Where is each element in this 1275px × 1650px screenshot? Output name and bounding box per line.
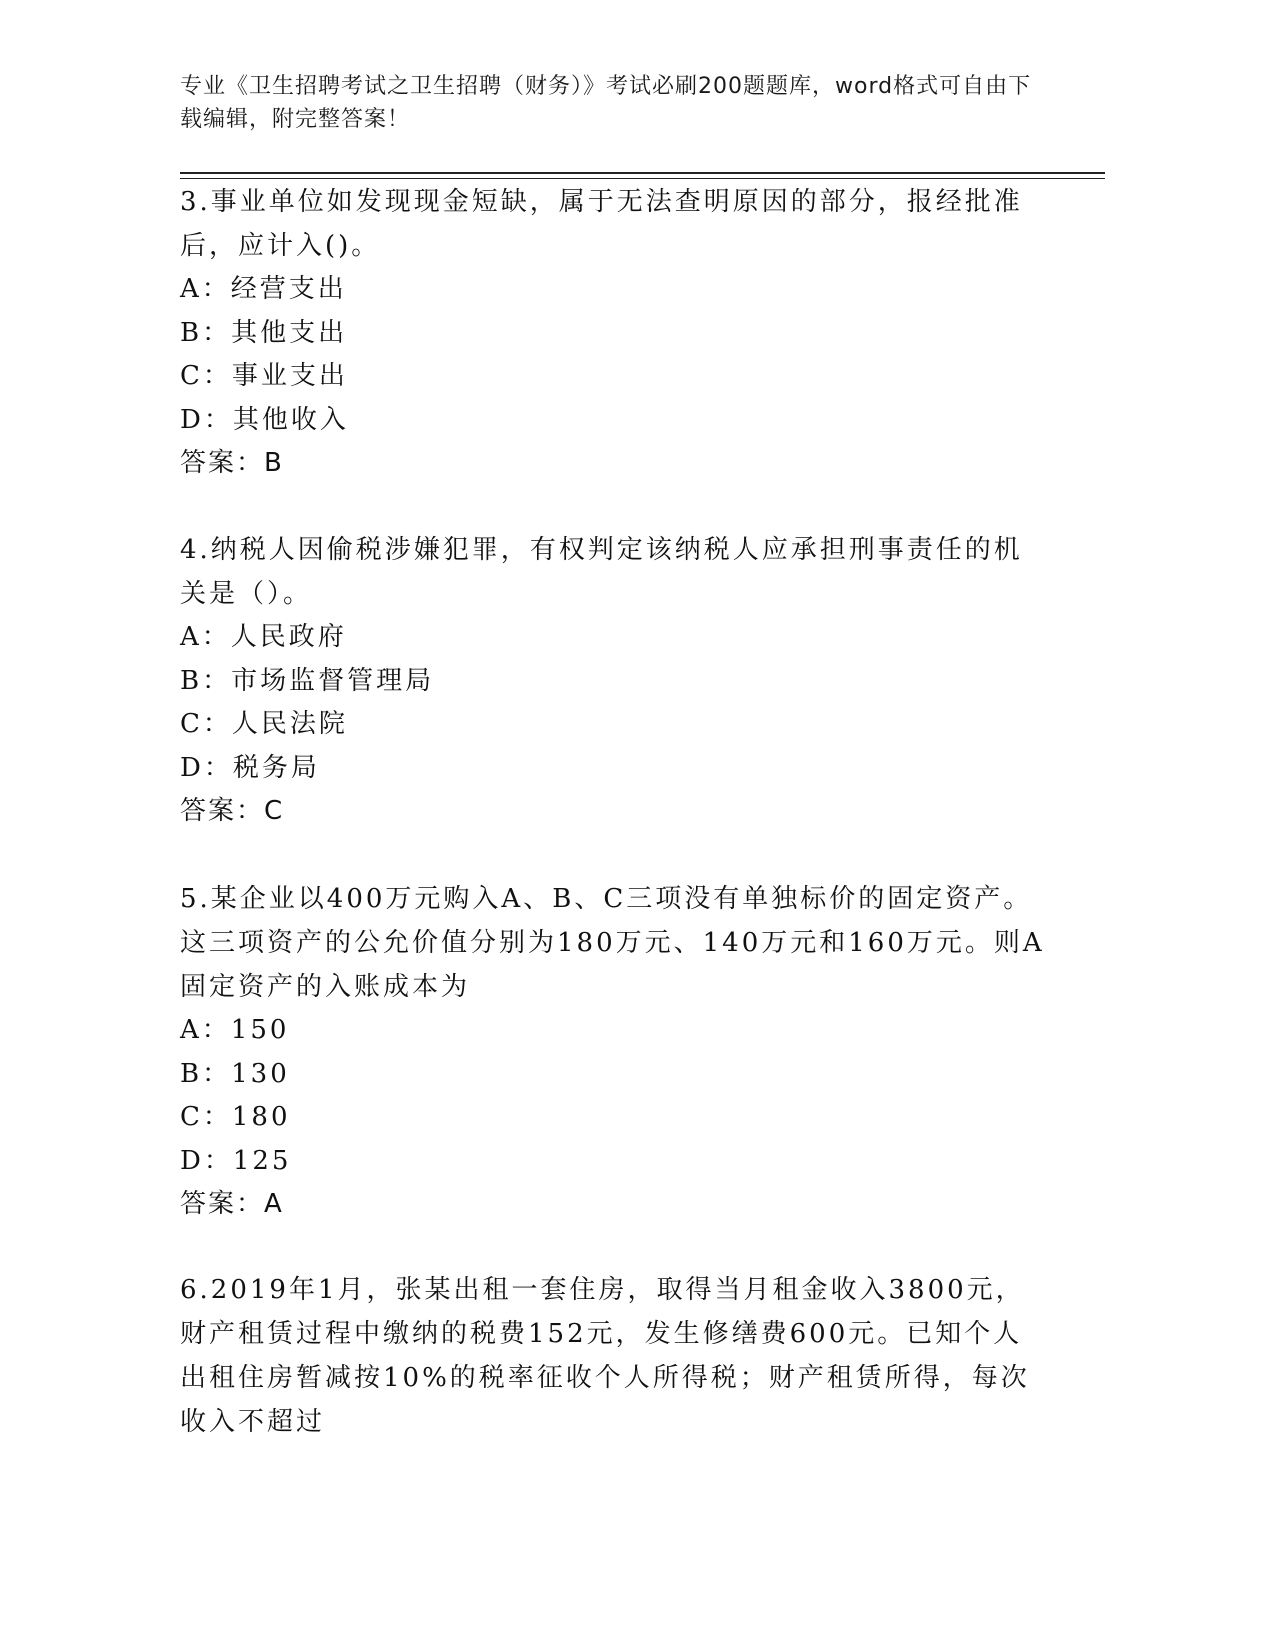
- question-3-option-c: C：事业支出: [180, 361, 348, 391]
- question-4-option-d: D：税务局: [180, 752, 320, 783]
- question-4-option-c: C：人民法院: [180, 709, 348, 739]
- question-5-option-c: C：180: [180, 1102, 291, 1132]
- question-5-option-d: D：125: [180, 1145, 292, 1176]
- question-5-option-a: A：150: [180, 1015, 290, 1045]
- question-5: [180, 877, 1050, 1226]
- question-3-option-a: A：经营支出: [180, 274, 347, 304]
- question-3-stem: 3.事业单位如发现现金短缺，属于无法查明原因的部分，报经批准后，应计入()。: [180, 187, 1023, 261]
- header-divider-thick: [180, 172, 1105, 174]
- question-4-option-b: B：市场监督管理局: [180, 665, 435, 696]
- question-3-option-b: B：其他支出: [180, 317, 348, 348]
- document-header: 专业《卫生招聘考试之卫生招聘（财务）》考试必刷200题题库，word格式可自由下载编辑，附完整答案！: [180, 74, 1032, 132]
- question-3-answer: 答案：B: [180, 448, 284, 478]
- question-6: [180, 1268, 1050, 1444]
- header-divider-thin: [180, 178, 1105, 179]
- question-5-option-b: B：130: [180, 1058, 290, 1089]
- question-4-option-a: A：人民政府: [180, 622, 347, 652]
- question-4-answer: 答案：C: [180, 796, 285, 826]
- question-5-stem: 5.某企业以400万元购入A、B、C三项没有单独标价的固定资产。这三项资产的公允价值分别为180万元、140万元和160万元。则A固定资产的入账成本为: [180, 884, 1045, 1002]
- question-6-stem: 6.2019年1月，张某出租一套住房，取得当月租金收入3800元，财产租赁过程中缴纳的税费152元，发生修缮费600元。已知个人出租住房暂减按10%的税率征收个人所得税；财产租赁所得，每次收入不超过: [180, 1275, 1030, 1437]
- question-3-option-d: D：其他收入: [180, 404, 349, 435]
- question-3: [180, 180, 1050, 485]
- question-5-answer: 答案：A: [180, 1189, 284, 1219]
- question-4: [180, 528, 1050, 833]
- question-4-stem: 4.纳税人因偷税涉嫌犯罪，有权判定该纳税人应承担刑事责任的机关是（）。: [180, 535, 1023, 609]
